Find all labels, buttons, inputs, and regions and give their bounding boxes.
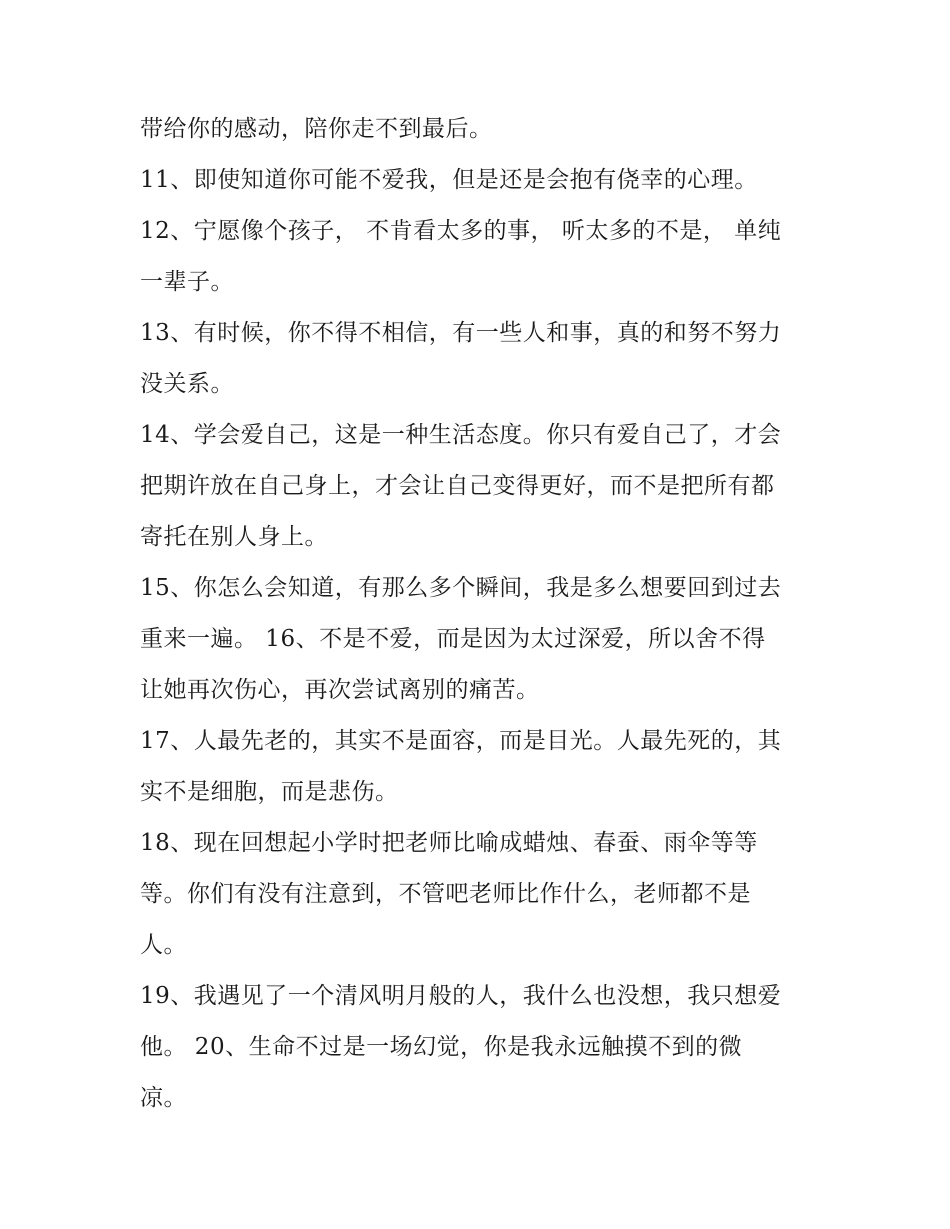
text-line: 11、即使知道你可能不爱我，但是还是会抱有侥幸的心理。 <box>140 167 758 193</box>
text-line: 带给你的感动，陪你走不到最后。 <box>140 116 493 142</box>
text-line: 寄托在别人身上。 <box>140 524 328 550</box>
text-line: 让她再次伤心，再次尝试离别的痛苦。 <box>140 677 540 703</box>
text-line: 凉。 <box>140 1085 187 1111</box>
text-line: 14、学会爱自己，这是一种生活态度。你只有爱自己了，才会 <box>140 422 782 448</box>
text-line: 实不是细胞，而是悲伤。 <box>140 779 399 805</box>
text-line: 一辈子。 <box>140 269 234 295</box>
text-line: 等。你们有没有注意到，不管吧老师比作什么，老师都不是 <box>140 881 751 907</box>
text-line: 13、有时候，你不得不相信，有一些人和事，真的和努不努力 <box>140 320 782 346</box>
text-line: 重来一遍。 16、不是不爱，而是因为太过深爱，所以舍不得 <box>140 626 766 652</box>
text-line: 他。 20、生命不过是一场幻觉，你是我永远触摸不到的微 <box>140 1034 743 1060</box>
text-line: 12、宁愿像个孩子， 不肯看太多的事， 听太多的不是， 单纯 <box>140 218 782 244</box>
document-body <box>140 104 820 1124</box>
text-line: 18、现在回想起小学时把老师比喻成蜡烛、春蚕、雨伞等等 <box>140 830 758 856</box>
text-line: 15、你怎么会知道，有那么多个瞬间，我是多么想要回到过去 <box>140 575 782 601</box>
text-line: 17、人最先老的，其实不是面容，而是目光。人最先死的，其 <box>140 728 782 754</box>
text-line: 把期许放在自己身上，才会让自己变得更好，而不是把所有都 <box>140 473 775 499</box>
text-line: 人。 <box>140 932 187 958</box>
text-line: 没关系。 <box>140 371 234 397</box>
text-line: 19、我遇见了一个清风明月般的人，我什么也没想，我只想爱 <box>140 983 782 1009</box>
